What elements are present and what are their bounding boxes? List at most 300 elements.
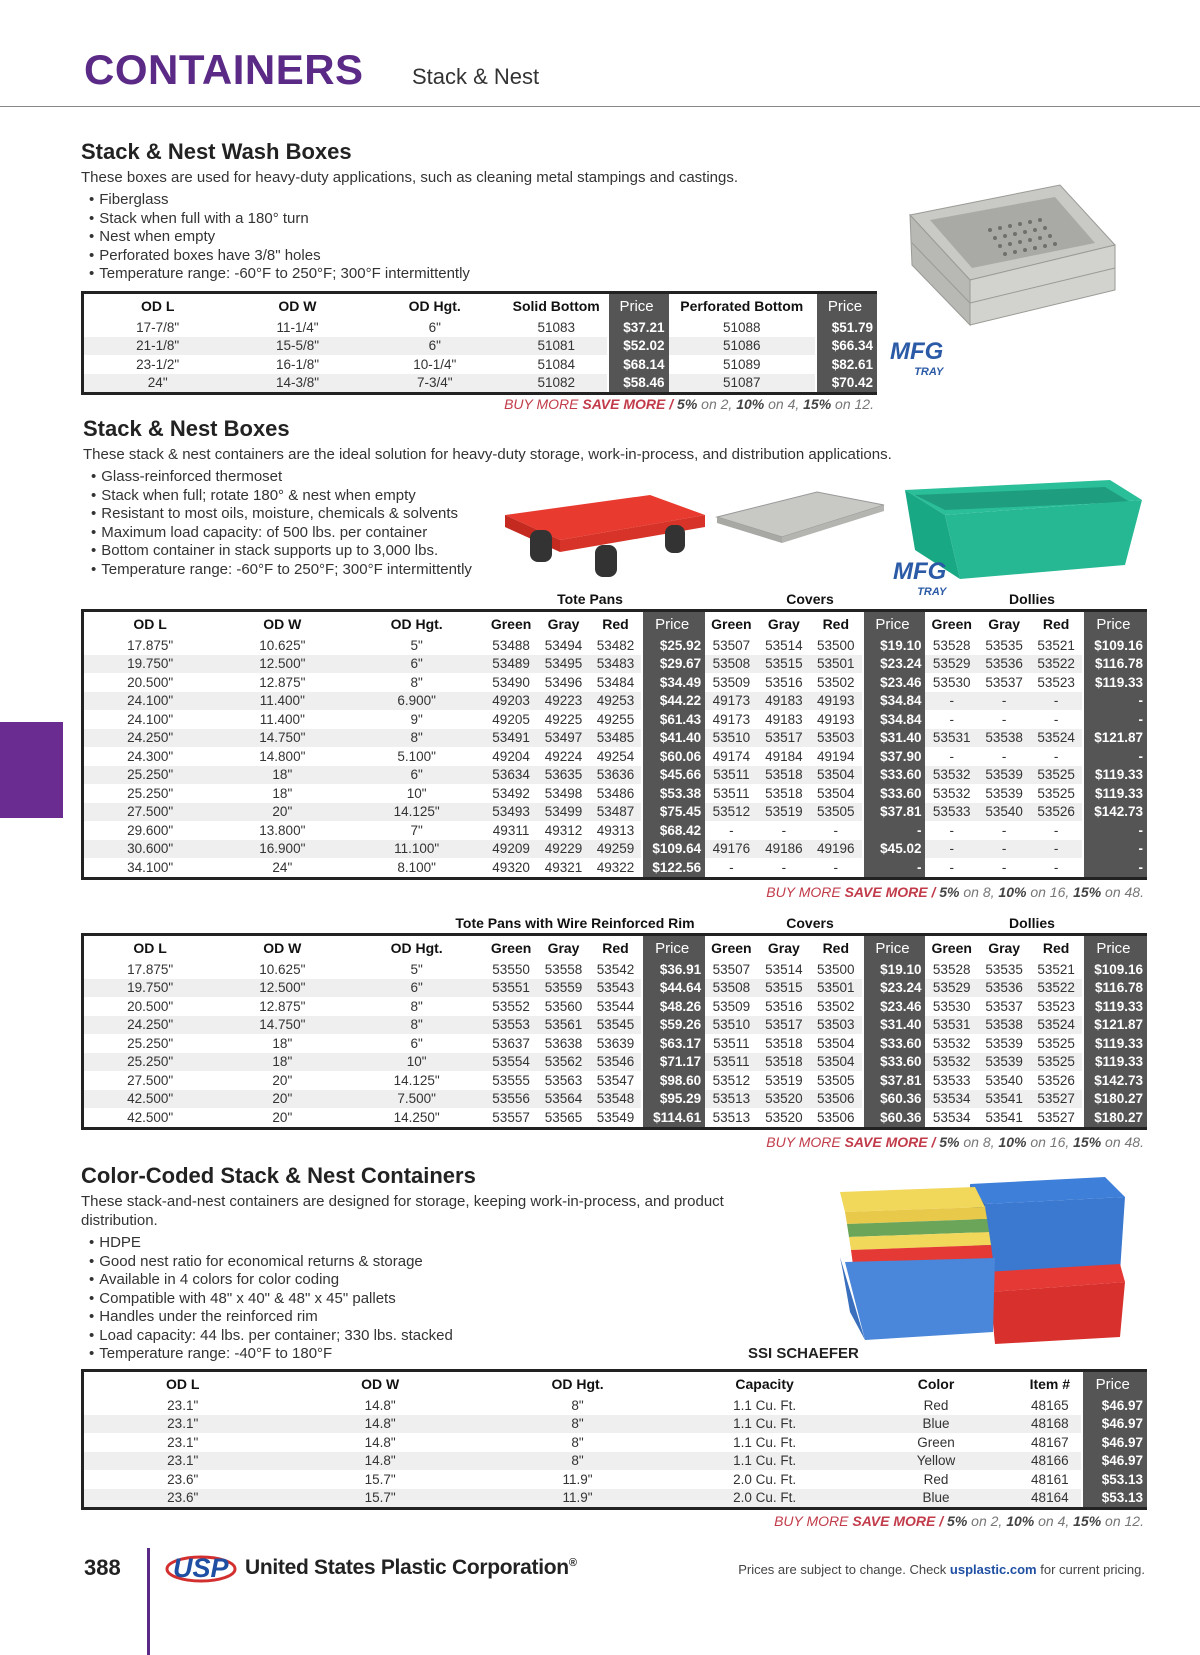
group-header: Covers bbox=[786, 915, 834, 931]
table-cell: Blue bbox=[853, 1415, 1019, 1434]
table-cell: 49193 bbox=[810, 692, 862, 711]
price-cell: $44.22 bbox=[642, 692, 705, 711]
table-cell: 53500 bbox=[817, 637, 855, 653]
table-cell: 53559 bbox=[537, 979, 589, 998]
col-header: OD Hgt. bbox=[479, 1372, 676, 1396]
table-cell: 53504 bbox=[817, 785, 855, 801]
table-cell: 14.8" bbox=[364, 1434, 396, 1450]
table-cell: 53541 bbox=[978, 1090, 1030, 1109]
table-cell: 49183 bbox=[758, 692, 810, 711]
table-cell: 10-1/4" bbox=[413, 356, 457, 372]
table-cell: 6" bbox=[364, 337, 506, 356]
price-cell: $68.14 bbox=[608, 355, 669, 374]
table-cell: 18" bbox=[216, 766, 348, 785]
buy-tier: 15% bbox=[1073, 1513, 1102, 1529]
table-cell: Green bbox=[917, 1434, 955, 1450]
table-cell: 23.6" bbox=[167, 1471, 199, 1487]
bullet: • Compatible with 48" x 40" & 48" x 45" pallets bbox=[89, 1290, 801, 1309]
price-cell: $31.40 bbox=[863, 729, 926, 748]
table-row bbox=[84, 1034, 1147, 1053]
price-cell: $52.02 bbox=[608, 337, 669, 356]
buy-tier: 15% bbox=[1073, 1134, 1102, 1150]
color-containers-image bbox=[835, 1172, 1130, 1352]
group-header: Covers bbox=[786, 591, 834, 607]
table-cell: 53551 bbox=[485, 979, 537, 998]
buy-tier-suffix: on 4, bbox=[1034, 1513, 1074, 1529]
col-header: Gray bbox=[537, 936, 589, 960]
table-cell: 53495 bbox=[537, 655, 589, 674]
table-cell: 53520 bbox=[765, 1109, 803, 1125]
table-cell: 23.1" bbox=[84, 1452, 281, 1471]
price-cell: $53.38 bbox=[642, 784, 705, 803]
buy-tier-suffix: on 4, bbox=[764, 396, 804, 412]
table-row bbox=[84, 337, 877, 356]
table-cell: 49205 bbox=[492, 711, 530, 727]
price-cell: $23.24 bbox=[863, 655, 926, 674]
price-cell: - bbox=[1083, 710, 1147, 729]
table-cell: 53499 bbox=[537, 803, 589, 822]
table-cell: 14-3/8" bbox=[231, 374, 363, 393]
table-header-row bbox=[84, 1372, 1147, 1396]
table-cell: 18" bbox=[272, 1035, 293, 1051]
table-cell: 53486 bbox=[596, 785, 635, 801]
table-cell: 53509 bbox=[712, 674, 751, 690]
table-row bbox=[84, 1489, 1147, 1508]
buy-tier: 5% bbox=[939, 1134, 960, 1150]
table-cell: 53530 bbox=[932, 674, 971, 690]
table-cell: 15.7" bbox=[281, 1489, 478, 1508]
table-cell: 49204 bbox=[492, 748, 530, 764]
table-cell: 53556 bbox=[485, 1090, 537, 1109]
table-cell: 53517 bbox=[758, 1016, 810, 1035]
col-header: Red bbox=[1030, 936, 1082, 960]
table-cell: 53507 bbox=[712, 637, 751, 653]
table-cell: - bbox=[1053, 748, 1059, 764]
table-cell: 53513 bbox=[712, 1109, 751, 1125]
table-cell: 53514 bbox=[765, 961, 803, 977]
price-cell: $70.42 bbox=[816, 374, 877, 393]
table-cell: 11.9" bbox=[562, 1471, 593, 1487]
price-cell: $58.46 bbox=[608, 374, 669, 393]
price-cell: - bbox=[1083, 692, 1147, 711]
price-cell: $37.90 bbox=[863, 747, 926, 766]
table-cell: 5" bbox=[410, 961, 423, 977]
price-cell: $109.64 bbox=[642, 840, 705, 859]
table-row bbox=[84, 766, 1147, 785]
table-cell: 53532 bbox=[925, 1053, 977, 1072]
schaefer-logo: SSI SCHAEFER bbox=[748, 1345, 859, 1362]
table-cell: 53521 bbox=[1037, 961, 1075, 977]
table-cell: 53528 bbox=[932, 637, 971, 653]
table-cell: 24.100" bbox=[127, 711, 174, 727]
table-cell: 48168 bbox=[1019, 1415, 1081, 1434]
table-cell: 48161 bbox=[1031, 1471, 1069, 1487]
table-cell: 53488 bbox=[492, 637, 530, 653]
table-cell: 53511 bbox=[713, 1035, 750, 1051]
table-row bbox=[84, 1415, 1147, 1434]
table-cell: 16-1/8" bbox=[275, 356, 320, 372]
table-cell: 53560 bbox=[544, 998, 583, 1014]
table-cell: 53548 bbox=[590, 1090, 642, 1109]
table-cell: 53635 bbox=[537, 766, 589, 785]
color-section bbox=[81, 1163, 801, 1364]
table-cell: 53535 bbox=[985, 637, 1023, 653]
table-cell: 10" bbox=[348, 1053, 484, 1072]
table-row bbox=[84, 803, 1147, 822]
price-cell: $34.49 bbox=[642, 673, 705, 692]
price-cell: $34.84 bbox=[863, 710, 926, 729]
table-row bbox=[84, 1053, 1147, 1072]
col-header: Price bbox=[863, 612, 926, 636]
table-cell: 30.600" bbox=[84, 840, 216, 859]
wash-section bbox=[81, 139, 738, 284]
table-cell: 53513 bbox=[705, 1090, 757, 1109]
table-cell: 7.500" bbox=[348, 1090, 484, 1109]
buy-tier: 5% bbox=[677, 396, 698, 412]
table-cell: - bbox=[1053, 859, 1059, 875]
price-cell: $25.92 bbox=[642, 636, 705, 655]
table-cell: 53520 bbox=[758, 1090, 810, 1109]
table-row bbox=[84, 1470, 1147, 1489]
table-cell: 53529 bbox=[925, 979, 977, 998]
table-cell: 53515 bbox=[758, 979, 810, 998]
table-cell: 53540 bbox=[978, 803, 1030, 822]
table-cell: 24.100" bbox=[84, 692, 216, 711]
buy-tier-suffix: on 48. bbox=[1101, 1134, 1144, 1150]
col-header: Red bbox=[810, 936, 862, 960]
buy-tier: 15% bbox=[1073, 884, 1102, 900]
table-cell: 53511 bbox=[713, 785, 750, 801]
table-cell: 6" bbox=[410, 1035, 423, 1051]
table-cell: 53543 bbox=[590, 979, 642, 998]
table-row bbox=[84, 1071, 1147, 1090]
table-row bbox=[84, 784, 1147, 803]
boxes-buy-more bbox=[81, 884, 1144, 900]
buy-tier-suffix: on 8, bbox=[959, 884, 999, 900]
usp-logo-text: USP bbox=[173, 1553, 229, 1583]
table-row bbox=[84, 636, 1147, 655]
table-cell: 23.1" bbox=[84, 1415, 281, 1434]
table-cell: 20" bbox=[272, 1072, 293, 1088]
price-cell: - bbox=[1083, 821, 1147, 840]
table-cell: 12.875" bbox=[259, 998, 306, 1014]
buy-tier: 10% bbox=[736, 396, 765, 412]
table-cell: 24.250" bbox=[84, 1016, 216, 1035]
table-cell: 51087 bbox=[669, 374, 816, 393]
table-cell: 53500 bbox=[817, 961, 855, 977]
price-cell: $53.13 bbox=[1082, 1489, 1148, 1508]
table-cell: 49313 bbox=[596, 822, 635, 838]
table-cell: 53639 bbox=[596, 1035, 635, 1051]
table-cell: 49255 bbox=[596, 711, 635, 727]
table-row bbox=[84, 692, 1147, 711]
buy-tier-suffix: on 48. bbox=[1101, 884, 1144, 900]
table-cell: 14.125" bbox=[393, 1072, 440, 1088]
table-row bbox=[84, 979, 1147, 998]
table-row bbox=[84, 747, 1147, 766]
table-cell: 53561 bbox=[537, 1016, 589, 1035]
col-header: Gray bbox=[978, 936, 1030, 960]
table-cell: 19.750" bbox=[84, 979, 216, 998]
table-cell: - bbox=[1001, 859, 1007, 875]
table-cell: 53506 bbox=[810, 1090, 862, 1109]
price-cell: $142.73 bbox=[1083, 1071, 1147, 1090]
table-cell: 20" bbox=[216, 803, 348, 822]
bullet: • Good nest ratio for economical returns & storage bbox=[89, 1253, 801, 1272]
table-cell: 53503 bbox=[810, 1016, 862, 1035]
page-title: CONTAINERS bbox=[84, 46, 364, 93]
table-cell: 53537 bbox=[985, 674, 1023, 690]
price-cell: $68.42 bbox=[642, 821, 705, 840]
mfg-logo-sub: TRAY bbox=[914, 366, 944, 378]
table-cell: 53525 bbox=[1030, 766, 1082, 785]
col-header: Green bbox=[705, 936, 757, 960]
buy-tier: 15% bbox=[803, 396, 832, 412]
col-header: OD L bbox=[84, 1372, 281, 1396]
table-cell: 23-1/2" bbox=[136, 356, 180, 372]
table-cell: 49203 bbox=[485, 692, 537, 711]
table-cell: 49254 bbox=[596, 748, 635, 764]
table-cell: 53564 bbox=[537, 1090, 589, 1109]
table-cell: 53525 bbox=[1037, 785, 1075, 801]
group-header: Dollies bbox=[1009, 915, 1055, 931]
website-link[interactable]: usplastic.com bbox=[949, 1562, 1037, 1577]
bullet: • Perforated boxes have 3/8" holes bbox=[89, 247, 738, 266]
table-cell: Yellow bbox=[853, 1452, 1019, 1471]
table-cell: 8" bbox=[348, 1016, 484, 1035]
table-header-row bbox=[84, 612, 1147, 636]
table-cell: 53511 bbox=[705, 1053, 757, 1072]
table-cell: 53509 bbox=[712, 998, 751, 1014]
buy-tier: 5% bbox=[947, 1513, 968, 1529]
table-cell: 53525 bbox=[1030, 1053, 1082, 1072]
table-cell: 6" bbox=[348, 766, 484, 785]
buy-tier: 10% bbox=[1006, 1513, 1035, 1529]
col-header: Price bbox=[863, 936, 926, 960]
table-cell: 53516 bbox=[765, 998, 803, 1014]
buy-lead: BUY MORE bbox=[504, 396, 583, 412]
table-cell: 17.875" bbox=[127, 961, 174, 977]
table-cell: 53533 bbox=[925, 803, 977, 822]
table-cell: 53539 bbox=[985, 1035, 1023, 1051]
price-cell: $63.17 bbox=[642, 1034, 705, 1053]
group-header: Tote Pans bbox=[557, 591, 623, 607]
price-cell: $119.33 bbox=[1083, 766, 1147, 785]
table-cell: 49209 bbox=[485, 840, 537, 859]
table-cell: 53542 bbox=[596, 961, 635, 977]
price-cell: $60.36 bbox=[863, 1090, 926, 1109]
col-header: Green bbox=[485, 612, 537, 636]
price-cell: $23.46 bbox=[863, 673, 926, 692]
table-cell: 49196 bbox=[810, 840, 862, 859]
table-cell: 12.875" bbox=[259, 674, 306, 690]
color-buy-more bbox=[81, 1513, 1144, 1529]
price-cell: $75.45 bbox=[642, 803, 705, 822]
col-header: OD Hgt. bbox=[348, 936, 484, 960]
table-cell: 8" bbox=[571, 1397, 584, 1413]
price-cell: $180.27 bbox=[1083, 1108, 1147, 1127]
buy-save: SAVE MORE / bbox=[844, 1134, 940, 1150]
table-cell: 53544 bbox=[596, 998, 635, 1014]
color-desc: These stack-and-nest containers are designed for storage, keeping work-in-process, and product distribution. bbox=[81, 1193, 724, 1229]
col-header: OD W bbox=[281, 1372, 478, 1396]
buy-tier-suffix: on 2, bbox=[697, 396, 737, 412]
price-cell: $31.40 bbox=[863, 1016, 926, 1035]
buy-tier-suffix: on 8, bbox=[959, 1134, 999, 1150]
col-header: Gray bbox=[537, 612, 589, 636]
gray-cover-image bbox=[712, 487, 892, 547]
table-row bbox=[84, 655, 1147, 674]
price-cell: $119.33 bbox=[1083, 997, 1147, 1016]
bullet: • Handles under the reinforced rim bbox=[89, 1308, 801, 1327]
col-header: Price bbox=[1083, 936, 1147, 960]
table-cell: 53518 bbox=[758, 766, 810, 785]
table-cell: 53489 bbox=[485, 655, 537, 674]
table-cell: - bbox=[1053, 711, 1059, 727]
table-cell: 53549 bbox=[596, 1109, 635, 1125]
price-cell: $45.02 bbox=[863, 840, 926, 859]
price-cell: $44.64 bbox=[642, 979, 705, 998]
price-cell: $48.26 bbox=[642, 997, 705, 1016]
table-cell: 53637 bbox=[492, 1035, 530, 1051]
table-cell: 53511 bbox=[705, 766, 757, 785]
price-cell: - bbox=[1083, 840, 1147, 859]
table-cell: 48166 bbox=[1019, 1452, 1081, 1471]
col-header: Perforated Bottom bbox=[669, 294, 816, 318]
color-title: Color-Coded Stack & Nest Containers bbox=[81, 1163, 476, 1188]
price-cell: $180.27 bbox=[1083, 1090, 1147, 1109]
bullet: • Nest when empty bbox=[89, 228, 738, 247]
table-row bbox=[84, 821, 1147, 840]
col-header: OD W bbox=[216, 612, 348, 636]
table-cell: 19.750" bbox=[84, 655, 216, 674]
page-subtitle: Stack & Nest bbox=[412, 64, 540, 89]
table-cell: 53508 bbox=[705, 979, 757, 998]
price-cell: $46.97 bbox=[1082, 1415, 1148, 1434]
table-cell: Red bbox=[923, 1471, 949, 1487]
table-cell: Blue bbox=[853, 1489, 1019, 1508]
price-cell: $53.13 bbox=[1082, 1470, 1148, 1489]
table-cell: 6" bbox=[428, 319, 441, 335]
table-cell: 51083 bbox=[537, 319, 575, 335]
table-cell: 53554 bbox=[485, 1053, 537, 1072]
table-cell: 53636 bbox=[590, 766, 642, 785]
buy-save: SAVE MORE / bbox=[582, 396, 678, 412]
table-cell: 49173 bbox=[712, 711, 751, 727]
table-cell: 53523 bbox=[1037, 998, 1075, 1014]
table-cell: 53533 bbox=[932, 1072, 971, 1088]
col-header: Green bbox=[925, 936, 977, 960]
table-cell: 27.500" bbox=[127, 1072, 174, 1088]
table-cell: - bbox=[833, 822, 839, 838]
color-table bbox=[81, 1369, 1147, 1510]
table-cell: 53518 bbox=[765, 785, 803, 801]
col-header: Price bbox=[608, 294, 669, 318]
price-cell: $34.84 bbox=[863, 692, 926, 711]
table-cell: 53502 bbox=[817, 998, 855, 1014]
table-cell: 27.500" bbox=[84, 803, 216, 822]
table-cell: 53483 bbox=[590, 655, 642, 674]
table-cell: 14.8" bbox=[364, 1397, 396, 1413]
table-cell: - bbox=[925, 692, 977, 711]
col-header: Red bbox=[810, 612, 862, 636]
col-header: Green bbox=[705, 612, 757, 636]
col-header: Price bbox=[642, 936, 705, 960]
corporation-name bbox=[245, 1556, 577, 1580]
price-cell: $29.67 bbox=[642, 655, 705, 674]
bullet: • Temperature range: -40°F to 180°F bbox=[89, 1345, 801, 1364]
wash-table bbox=[81, 291, 877, 395]
group-header: Dollies bbox=[1009, 591, 1055, 607]
table-cell: 51082 bbox=[506, 374, 608, 393]
note-text: Prices are subject to change. Check bbox=[738, 1562, 950, 1577]
table-cell: 23.1" bbox=[167, 1397, 199, 1413]
price-cell: $45.66 bbox=[642, 766, 705, 785]
table-cell: 53503 bbox=[810, 729, 862, 748]
table-cell: 10" bbox=[406, 785, 427, 801]
price-cell: $95.29 bbox=[642, 1090, 705, 1109]
price-cell: $33.60 bbox=[863, 784, 926, 803]
price-cell: $51.79 bbox=[816, 318, 877, 337]
table-row bbox=[84, 1108, 1147, 1127]
col-header: OD Hgt. bbox=[348, 612, 484, 636]
price-cell: $33.60 bbox=[863, 1034, 926, 1053]
table-cell: 53510 bbox=[705, 1016, 757, 1035]
table-cell: 8" bbox=[571, 1434, 584, 1450]
table-cell: 53552 bbox=[492, 998, 530, 1014]
table-cell: 53565 bbox=[544, 1109, 583, 1125]
table-cell: 53634 bbox=[485, 766, 537, 785]
table-cell: 53487 bbox=[590, 803, 642, 822]
table-cell: 53638 bbox=[544, 1035, 583, 1051]
col-header: Red bbox=[590, 936, 642, 960]
table-cell: 24.250" bbox=[84, 729, 216, 748]
table-cell: 53534 bbox=[932, 1109, 971, 1125]
price-cell: - bbox=[863, 821, 926, 840]
table-cell: 14.750" bbox=[216, 729, 348, 748]
table-cell: 53526 bbox=[1030, 803, 1082, 822]
table-cell: 8" bbox=[479, 1415, 676, 1434]
wash-buy-more bbox=[81, 396, 874, 412]
table-cell: 34.100" bbox=[127, 859, 174, 875]
table-cell: 1.1 Cu. Ft. bbox=[676, 1415, 853, 1434]
table-cell: - bbox=[833, 859, 839, 875]
table-cell: 49173 bbox=[705, 692, 757, 711]
table-cell: 53485 bbox=[590, 729, 642, 748]
price-cell: $41.40 bbox=[642, 729, 705, 748]
col-header: Gray bbox=[758, 612, 810, 636]
table-cell: 53522 bbox=[1030, 979, 1082, 998]
table-cell: 53536 bbox=[978, 655, 1030, 674]
mfg-logo-text: MFG bbox=[893, 558, 947, 585]
wire-table bbox=[81, 933, 1147, 1130]
table-row bbox=[84, 673, 1147, 692]
table-row bbox=[84, 840, 1147, 859]
table-cell: 14.8" bbox=[281, 1415, 478, 1434]
table-cell: 49183 bbox=[765, 711, 803, 727]
table-cell: 48167 bbox=[1031, 1434, 1069, 1450]
table-cell: 42.500" bbox=[127, 1109, 174, 1125]
table-cell: 23.6" bbox=[84, 1489, 281, 1508]
table-cell: 53505 bbox=[817, 1072, 855, 1088]
table-cell: 49223 bbox=[537, 692, 589, 711]
price-cell: $23.46 bbox=[863, 997, 926, 1016]
col-header: Green bbox=[925, 612, 977, 636]
table-cell: 20.500" bbox=[127, 998, 174, 1014]
table-cell: 49321 bbox=[544, 859, 583, 875]
table-row bbox=[84, 1396, 1147, 1415]
table-cell: 49194 bbox=[817, 748, 855, 764]
